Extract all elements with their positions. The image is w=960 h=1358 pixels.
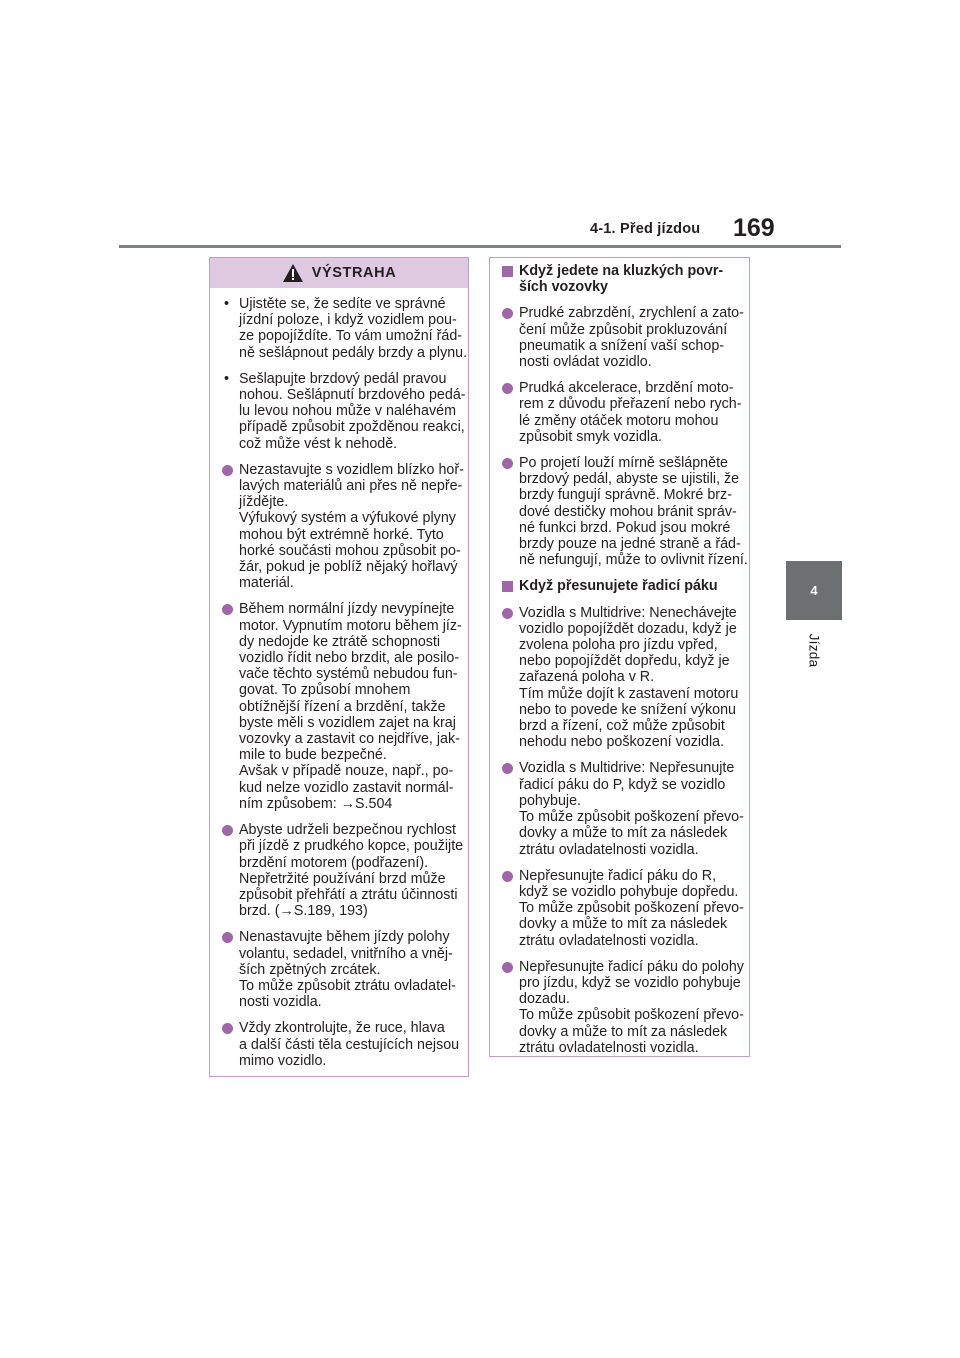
text-line: vozidlo popojíždět dozadu, když je (519, 620, 737, 637)
text-line: Nepřesunujte řadicí páku do polohy (519, 958, 744, 975)
warning-bullet-item (220, 370, 466, 452)
text-line: horké součásti mohou způsobit po- (239, 542, 461, 559)
text-line: né funkci brzd. Pokud jsou mokré (519, 519, 731, 536)
text-line: Výfukový systém a výfukové plyny (239, 510, 456, 527)
text-line: při jízdě z prudkého kopce, použijte (239, 838, 464, 855)
text-line: ně sešlápnout pedály brzdy a plynu. (239, 344, 468, 361)
text-line: jíždějte. (239, 494, 289, 511)
bullet-icon: • (224, 370, 230, 387)
text-line: nosti vozidla. (239, 994, 322, 1011)
text-line: dové destičky mohou bránit správ- (519, 503, 737, 520)
square-bullet-icon (502, 266, 513, 277)
text-line: vozidlo řídit nebo brzdit, ale posilo- (239, 650, 460, 667)
text-line: Nezastavujte s vozidlem blízko hoř- (239, 461, 464, 478)
info-content (490, 258, 749, 1056)
text-line: brzdy fungují správně. Mokré brz- (519, 487, 732, 504)
text-line: brzdění motorem (podřazení). (239, 854, 429, 871)
text-line: čení může způsobit prokluzování (519, 321, 728, 338)
header-divider (119, 245, 841, 248)
text-line: dovky a může to mít za následek (519, 1023, 728, 1040)
text-line: Vozidla s Multidrive: Nepřesunujte (519, 760, 735, 777)
text-line: mimo vozidlo. (239, 1052, 327, 1069)
chapter-title: Jízda (806, 633, 822, 667)
chapter-title-vertical (786, 630, 842, 670)
text-line: dovky a může to mít za následek (519, 916, 728, 933)
text-line: když se vozidlo pohybuje dopředu. (519, 883, 739, 900)
text-line: a další části těla cestujících nejsou (239, 1036, 460, 1053)
text-line: dy nedojde ke ztrátě schopnosti (239, 633, 441, 650)
info-item (500, 305, 744, 371)
info-item (500, 380, 742, 445)
text-line: Vozidla s Multidrive: Nenechávejte (519, 604, 737, 621)
text-line: vače těchto systémů nebudou fun- (239, 666, 458, 683)
text-line: ztrátu ovladatelnosti vozidla. (519, 932, 699, 949)
text-line: řadicí páku do P, když se vozidlo (519, 776, 726, 793)
text-line: kud nelze vozidlo zastavit normál- (239, 779, 454, 796)
text-line: obtížnější řízení a brzdění, takže (239, 698, 446, 715)
circle-bullet-icon (222, 465, 233, 476)
text-line: ztrátu ovladatelnosti vozidla. (519, 841, 699, 858)
text-line: Nepřesunujte řadicí páku do R, (519, 867, 717, 884)
chapter-number: 4 (810, 583, 818, 598)
text-line: dovky a může to mít za následek (519, 825, 728, 842)
text-line: pohybuje. (519, 792, 582, 809)
text-line: rem z důvodu přeřazení nebo rych- (519, 396, 742, 413)
info-item (500, 958, 744, 1056)
info-item (500, 867, 744, 949)
text-line: motor. Vypnutím motoru během jíz- (239, 617, 462, 634)
circle-bullet-icon (222, 604, 233, 615)
text-line: vozovky a zastavit co nejdříve, jak- (239, 731, 460, 748)
section-title: 4-1. Před jízdou (590, 221, 701, 237)
text-line: govat. To způsobí mnohem (239, 682, 411, 699)
circle-bullet-icon (502, 458, 513, 469)
text-line: To může způsobit poškození převo- (519, 809, 744, 826)
text-line: To může způsobit poškození převo- (519, 900, 744, 917)
text-line: mile to bude bezpečné. (239, 747, 387, 764)
chapter-tab (786, 561, 842, 620)
warning-item (220, 822, 464, 920)
text-line: dozadu. (519, 991, 570, 1008)
text-line: To může způsobit poškození převo- (519, 1007, 744, 1024)
circle-bullet-icon (502, 608, 513, 619)
text-line: nosti ovládat vozidlo. (519, 354, 652, 371)
warning-content (210, 288, 468, 1069)
text-line: Nepřetržité používání brzd může (239, 870, 446, 887)
section-heading (500, 263, 739, 295)
info-item (500, 760, 744, 858)
text-line: nehodu nebo poškození vozidla. (519, 734, 725, 751)
text-line: ších zpětných zrcátek. (239, 961, 381, 978)
text-line: Prudké zabrzdění, zrychlení a zato- (519, 305, 744, 322)
text-line: Prudká akcelerace, brzdění moto- (519, 380, 734, 397)
warning-bullet-item (220, 296, 468, 361)
page-number: 169 (733, 214, 775, 242)
warning-box (209, 257, 469, 1077)
warning-triangle-icon (282, 263, 304, 283)
text-line: Abyste udrželi bezpečnou rychlost (239, 822, 456, 839)
text-line: nebo to povede ke snížení výkonu (519, 701, 736, 718)
text-line: brzd. (→S.189, 193) (239, 903, 368, 920)
circle-bullet-icon (502, 383, 513, 394)
warning-item (220, 929, 458, 1010)
info-box (489, 257, 750, 1057)
text-line: způsobit smyk vozidla. (519, 428, 663, 445)
text-line: Avšak v případě nouze, např., po- (239, 763, 454, 780)
text-line: materiál. (239, 575, 294, 592)
text-line: brzdový pedál, abyste se ujistili, že (519, 471, 740, 488)
warning-item (220, 461, 464, 592)
text-line: Když jedete na kluzkých povr- (519, 263, 724, 279)
circle-bullet-icon (502, 962, 513, 973)
warning-item (220, 601, 462, 812)
square-bullet-icon (502, 581, 513, 592)
warning-header (210, 258, 468, 288)
text-line: což může vést k nehodě. (239, 435, 398, 452)
text-line: pro jízdu, když se vozidlo pohybuje (519, 974, 741, 991)
text-line: Po projetí louží mírně sešlápněte (519, 455, 729, 472)
text-line: Tím může dojít k zastavení motoru (519, 685, 739, 702)
circle-bullet-icon (222, 825, 233, 836)
text-line: Nenastavujte během jízdy polohy (239, 929, 450, 946)
text-line: brzd a řízení, což může způsobit (519, 718, 725, 735)
circle-bullet-icon (502, 763, 513, 774)
text-line: zařazená poloha v R. (519, 669, 655, 686)
text-line: nohou. Sešlápnutí brzdového pedá- (239, 387, 466, 404)
bullet-icon: • (224, 296, 230, 312)
text-line: lavých materiálů ani přes ně nepře- (239, 478, 463, 495)
text-line: Během normální jízdy nevypínejte (239, 601, 455, 618)
text-line: ze popojíždíte. To vám umožní řád- (239, 328, 463, 345)
text-line: Ujistěte se, že sedíte ve správné (239, 296, 446, 312)
text-line: zvolena poloha pro jízdu vpřed, (519, 637, 718, 654)
text-line: ním způsobem: →S.504 (239, 795, 393, 812)
warning-item (220, 1020, 458, 1069)
text-line: jízdní poloze, i když vozidlem pou- (239, 312, 457, 329)
info-item (500, 605, 739, 751)
warning-title: VÝSTRAHA (311, 264, 397, 281)
text-line: lu levou nohou může v naléhavém (239, 403, 456, 420)
text-line: žár, pokud je poblíž nějaký hořlavý (239, 559, 458, 576)
text-line: pneumatik a snížení vaší schop- (519, 337, 725, 354)
text-line: Když přesunujete řadicí páku (519, 578, 718, 595)
text-line: volantu, sedadel, vnitřního a vněj- (239, 945, 453, 962)
text-line: případě způsobit zpožděnou reakci, (239, 419, 465, 436)
text-line: ztrátu ovladatelnosti vozidla. (519, 1039, 699, 1056)
circle-bullet-icon (222, 932, 233, 943)
text-line: To může způsobit ztrátu ovladatel- (239, 977, 456, 994)
circle-bullet-icon (222, 1023, 233, 1034)
text-line: mohou být extrémně horké. Tyto (239, 526, 444, 543)
text-line: Vždy zkontrolujte, že ruce, hlava (239, 1020, 445, 1037)
text-line: nebo popojíždět dopředu, když je (519, 653, 730, 670)
text-line: způsobit přehřátí a ztrátu účinnosti (239, 886, 458, 903)
circle-bullet-icon (502, 308, 513, 319)
text-line: ších vozovky (519, 279, 608, 296)
text-line: byste měli s vozidlem zajet na kraj (239, 714, 456, 731)
text-line: Sešlapujte brzdový pedál pravou (239, 370, 447, 387)
info-item (500, 455, 748, 569)
text-line: ně nefungují, může to ovlivnit řízení. (519, 552, 748, 569)
text-line: lé změny otáček motoru mohou (519, 412, 719, 429)
section-heading (500, 578, 739, 594)
circle-bullet-icon (502, 871, 513, 882)
text-line: brzdy pouze na jedné straně a řád- (519, 536, 741, 553)
